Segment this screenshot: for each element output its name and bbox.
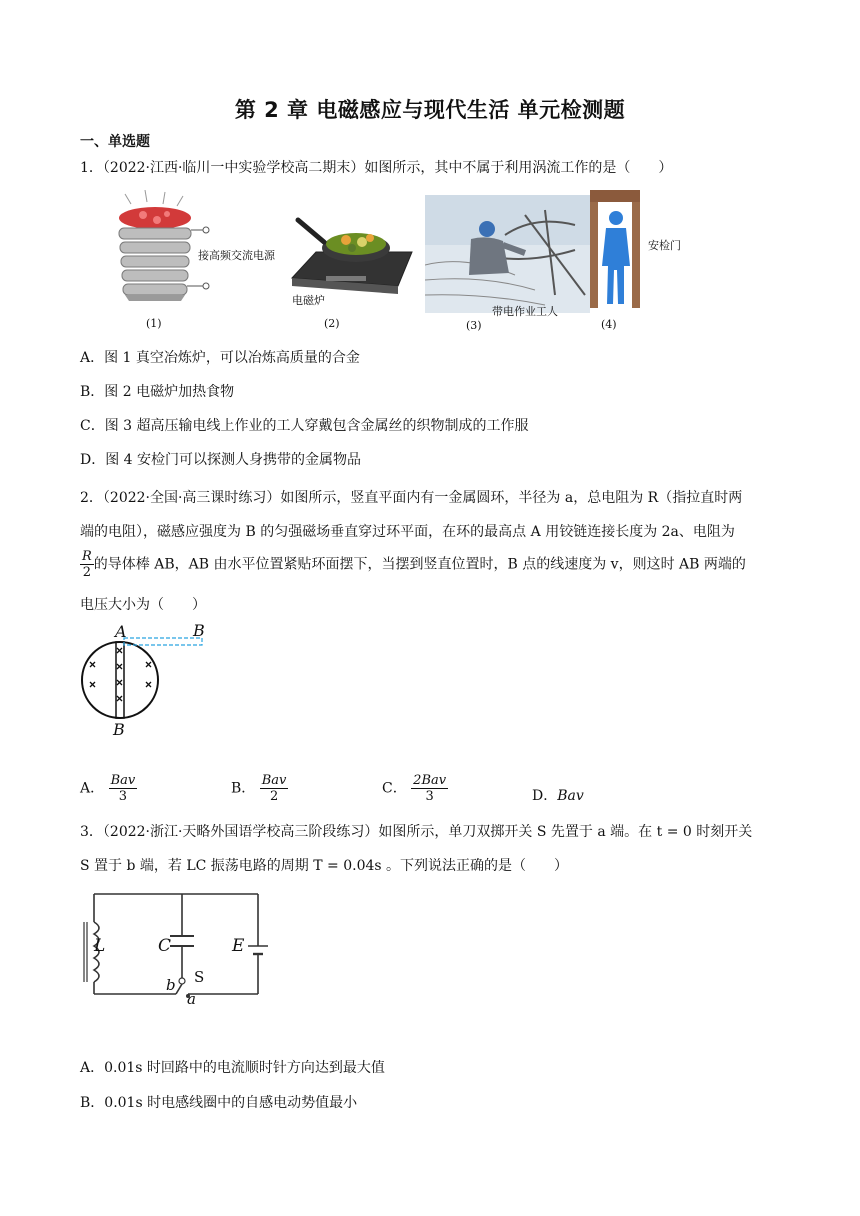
q2-frac-num: R — [82, 549, 92, 564]
q2-line-2: 端的电阻），磁感应强度为 B 的匀强磁场垂直穿过环平面，在环的最高点 A 用铰链连接长度为 2a、电阻为 — [80, 524, 735, 540]
q2-option-b-num: Bav — [261, 773, 287, 788]
q3-option-b: B．0.01s 时电感线圈中的自感电动势值最小 — [80, 1095, 358, 1111]
q2-option-a-fraction — [109, 773, 138, 804]
q1-option-d: D．图 4 安检门可以探测人身携带的金属物品 — [80, 452, 362, 468]
q2-option-d — [532, 785, 584, 805]
q3-label-b: b — [166, 976, 176, 994]
q2-label-b-bottom: B — [113, 720, 125, 739]
q2-option-c-den: 3 — [425, 789, 434, 804]
q1-fig3-caption: (3) — [466, 319, 482, 332]
q3-label-l: L — [94, 936, 106, 956]
q3-label-a: a — [187, 990, 196, 1008]
q1-fig1-caption: (1) — [146, 317, 162, 330]
q2-frac-den: 2 — [82, 565, 92, 580]
q2-option-b-den: 2 — [269, 789, 279, 804]
q2-resistance-fraction — [80, 549, 94, 580]
q2-option-d-prefix: D． — [532, 788, 558, 804]
q2-line-1: 2．（2022·全国·高三课时练习）如图所示，竖直平面内有一金属圆环，半径为 a，总电阻为 R（指拉直时两 — [80, 490, 743, 506]
section-heading: 一、单选题 — [80, 134, 150, 150]
q3-label-e: E — [232, 936, 245, 956]
q2-option-b-prefix: B． — [231, 780, 256, 797]
q2-line-4: 电压大小为（ ） — [80, 597, 206, 613]
q1-stem: 1．（2022·江西·临川一中实验学校高二期末）如图所示，其中不属于利用涡流工作的是（ ） — [80, 160, 673, 176]
q2-option-a-den: 3 — [118, 789, 128, 804]
q3-option-a: A．0.01s 时回路中的电流顺时针方向达到最大值 — [80, 1060, 385, 1076]
q2-option-b — [231, 773, 288, 804]
q1-fig3-note: 带电作业工人 — [492, 305, 558, 318]
page-title: 第 2 章 电磁感应与现代生活 单元检测题 — [234, 98, 626, 122]
q1-option-c: C．图 3 超高压输电线上作业的工人穿戴包含金属丝的织物制成的工作服 — [80, 418, 529, 434]
q2-option-a-prefix: A． — [80, 780, 105, 797]
q1-fig4-note: 安检门 — [648, 239, 681, 252]
q3-label-s: S — [194, 968, 205, 986]
q1-fig1-note: 接高频交流电源 — [198, 249, 275, 262]
q2-label-b-top: B — [193, 621, 205, 640]
q2-option-b-fraction — [260, 773, 289, 804]
q2-option-a-num: Bav — [110, 773, 136, 788]
q2-option-c-num: 2Bav — [413, 773, 447, 788]
q2-line-3-text: 的导体棒 AB，AB 由水平位置紧贴环面摆下，当摆到竖直位置时，B 点的线速度为 v，则这时 AB 两端的 — [93, 556, 746, 573]
q2-option-c — [382, 773, 448, 804]
q3-line-2: S 置于 b 端，若 LC 振荡电路的周期 T = 0.04s 。下列说法正确的是（ ） — [80, 858, 569, 874]
q1-option-b: B．图 2 电磁炉加热食物 — [80, 384, 235, 400]
q2-option-c-prefix: C． — [382, 780, 407, 797]
q1-fig2-note: 电磁炉 — [292, 294, 325, 307]
q1-fig4-caption: (4) — [601, 318, 617, 331]
q1-option-a: A．图 1 真空冶炼炉，可以冶炼高质量的合金 — [80, 350, 360, 366]
q1-fig2-caption: (2) — [324, 317, 340, 330]
q2-label-a: A — [115, 622, 127, 641]
q2-option-a — [80, 773, 137, 804]
q1-figure-3-live-line-worker — [425, 195, 590, 313]
q3-label-c: C — [158, 936, 172, 956]
q2-line-3 — [80, 549, 746, 580]
q1-figure-1-furnace — [95, 190, 290, 340]
q2-option-c-fraction — [411, 773, 448, 804]
q2-option-d-value: Bav — [557, 788, 584, 804]
q3-line-1: 3．（2022·浙江·天略外国语学校高三阶段练习）如图所示，单刀双掷开关 S 先置于 a 端。在 t = 0 时刻开关 — [80, 824, 753, 840]
